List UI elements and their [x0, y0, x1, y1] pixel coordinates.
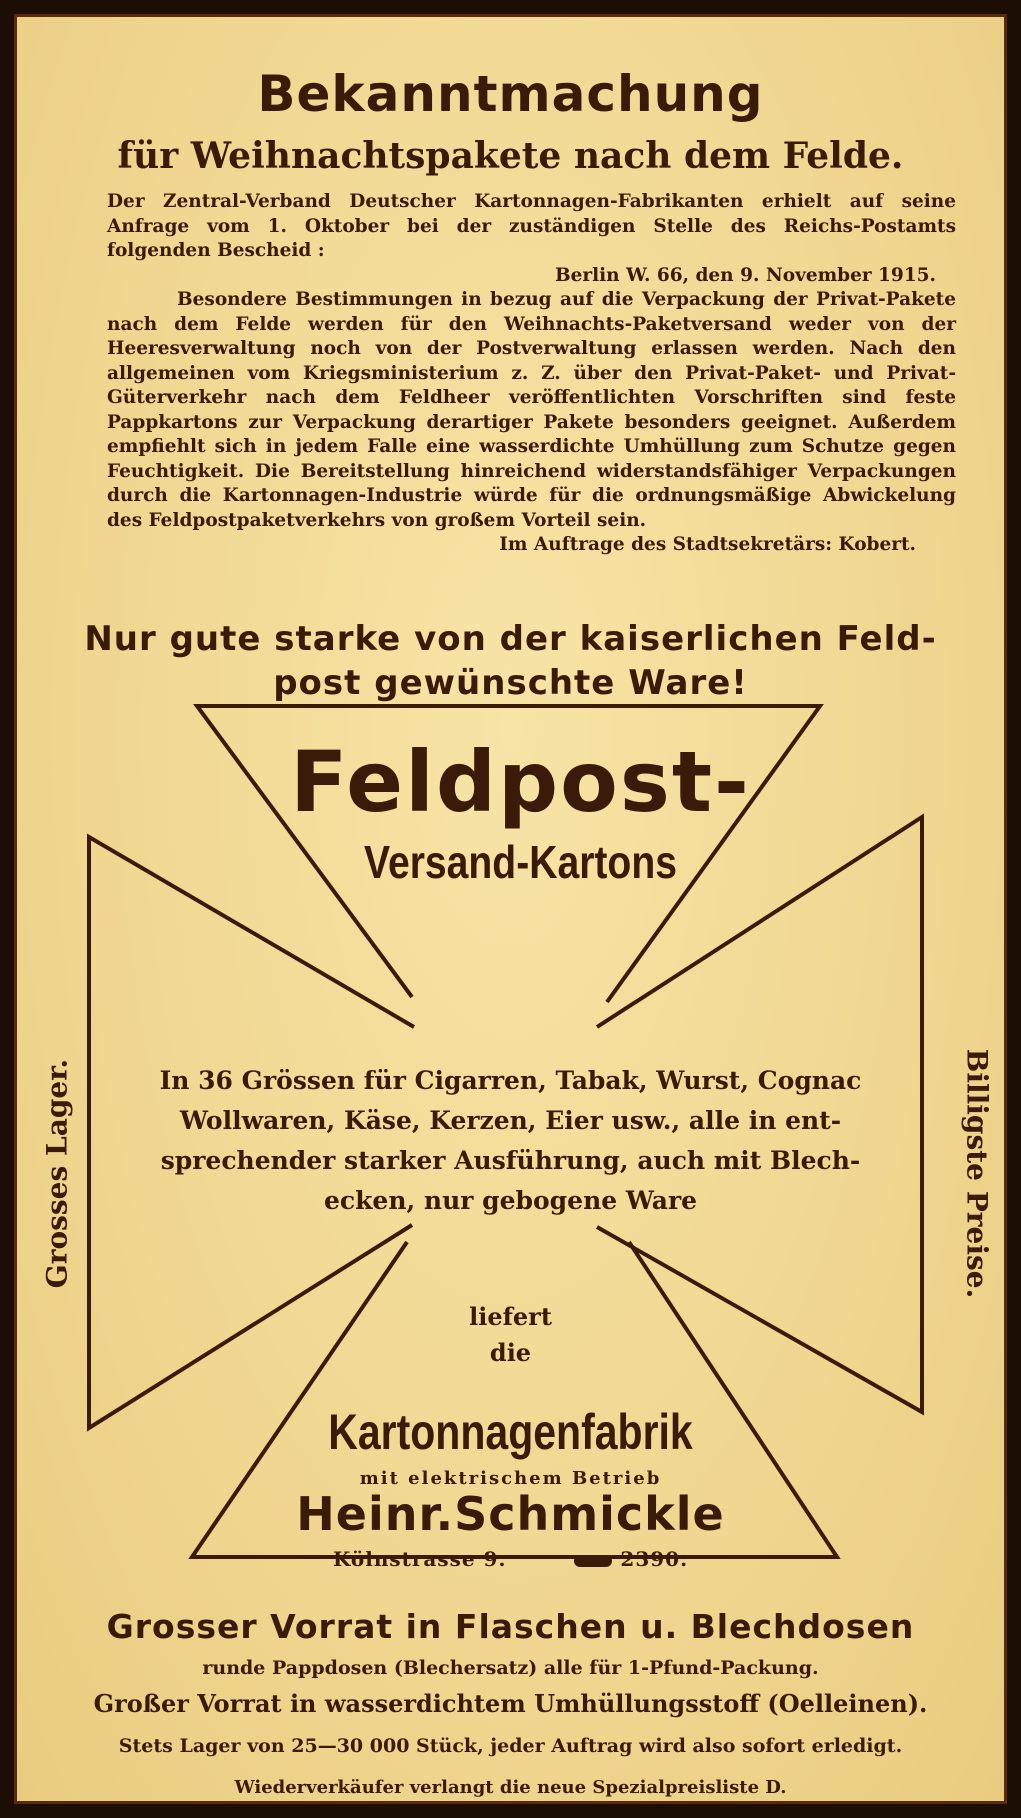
notice-signature: Im Auftrage des Stadtsekretärs: Kobert.	[499, 534, 916, 555]
notice-intro: Der Zentral-Verband Deutscher Kartonnagen-Fabrikanten erhielt auf seine Anfrage vom 1. Oktober bei der zuständigen Stelle des Reichs-Postamts folgenden Bescheid :	[107, 191, 956, 261]
footer-headline: Grosser Vorrat in Flaschen u. Blechdosen	[106, 1607, 915, 1646]
notice-body: Besondere Bestimmungen in bezug auf die Verpackung der Privat-Pakete nach dem Felde werden für den Weihnachts-Paketversand weder von der Heeresverwaltung noch von der Postverwaltung erlassen werden. Nach den allgemeinen vom Kriegsministerium z. Z. über den Privat-Paket- und Privat-Güterverkehr nach dem Feldheer veröffentlichten Vorschriften sind feste Pappkartons zur Verpackung derartiger Pakete besonders geeignet. Außerdem empfiehlt sich in jedem Falle eine wasserdichte Umhüllung zum Schutze gegen Feuchtigkeit. Die Bereitstellung hinreichend widerstandsfähiger Verpackungen durch die Kartonnagen-Industrie würde für die ordnungsmäßige Abwickelung des Feldpostpaketverkehrs von großem Vorteil sein.	[107, 289, 956, 531]
telephone-icon	[574, 1555, 612, 1567]
ad-title: Bekanntmachung	[257, 65, 764, 123]
owner-name: Heinr.Schmickle	[296, 1487, 725, 1541]
side-text-left: Grosses Lager.	[40, 1058, 74, 1289]
footer-line-3: Großer Vorrat in wasserdichtem Umhüllungsstoff (Oelleinen).	[93, 1689, 928, 1718]
product-line-2: Wollwaren, Käse, Kerzen, Eier usw., alle in ent-	[179, 1106, 842, 1135]
product-line-3: sprechender starker Ausführung, auch mit Blech-	[160, 1146, 861, 1175]
company-subline: mit elektrischem Betrieb	[359, 1468, 662, 1489]
footer-line-5: Wiederverkäufer verlangt die neue Spezialpreisliste D.	[234, 1777, 787, 1798]
footer-line-2: runde Pappdosen (Blechersatz) alle für 1-Pfund-Packung.	[202, 1657, 819, 1679]
phone-number: 2390.	[620, 1547, 689, 1571]
feldpost-subtitle: Versand-Kartons	[364, 836, 677, 888]
product-line-4: ecken, nur gebogene Ware	[323, 1186, 698, 1215]
company-address	[17, 1547, 1004, 1571]
street-address: Kölnstrasse 9.	[332, 1547, 507, 1571]
product-description	[117, 1061, 904, 1221]
ad-subtitle: für Weihnachtspakete nach dem Felde.	[117, 135, 904, 177]
notice-dateline: Berlin W. 66, den 9. November 1915.	[554, 264, 936, 286]
phone-number-group	[574, 1547, 688, 1571]
footer-line-4: Stets Lager von 25—30 000 Stück, jeder Auftrag wird also sofort erledigt.	[118, 1735, 903, 1757]
die-text: die	[489, 1338, 532, 1367]
banner-line-2: post gewünschte Ware!	[273, 663, 748, 703]
banner-line-1: Nur gute starke von der kaiserlichen Feld-	[84, 619, 937, 659]
supplier-intro	[17, 1299, 1004, 1371]
side-text-right: Billigste Preise.	[960, 1048, 994, 1299]
company-name: Kartonnagenfabrik	[328, 1404, 693, 1460]
liefert-text: liefert	[469, 1302, 552, 1331]
product-line-1: In 36 Grössen für Cigarren, Tabak, Wurst, Cognac	[159, 1066, 862, 1095]
advertisement	[14, 14, 1007, 1804]
feldpost-title: Feldpost-	[290, 733, 751, 831]
